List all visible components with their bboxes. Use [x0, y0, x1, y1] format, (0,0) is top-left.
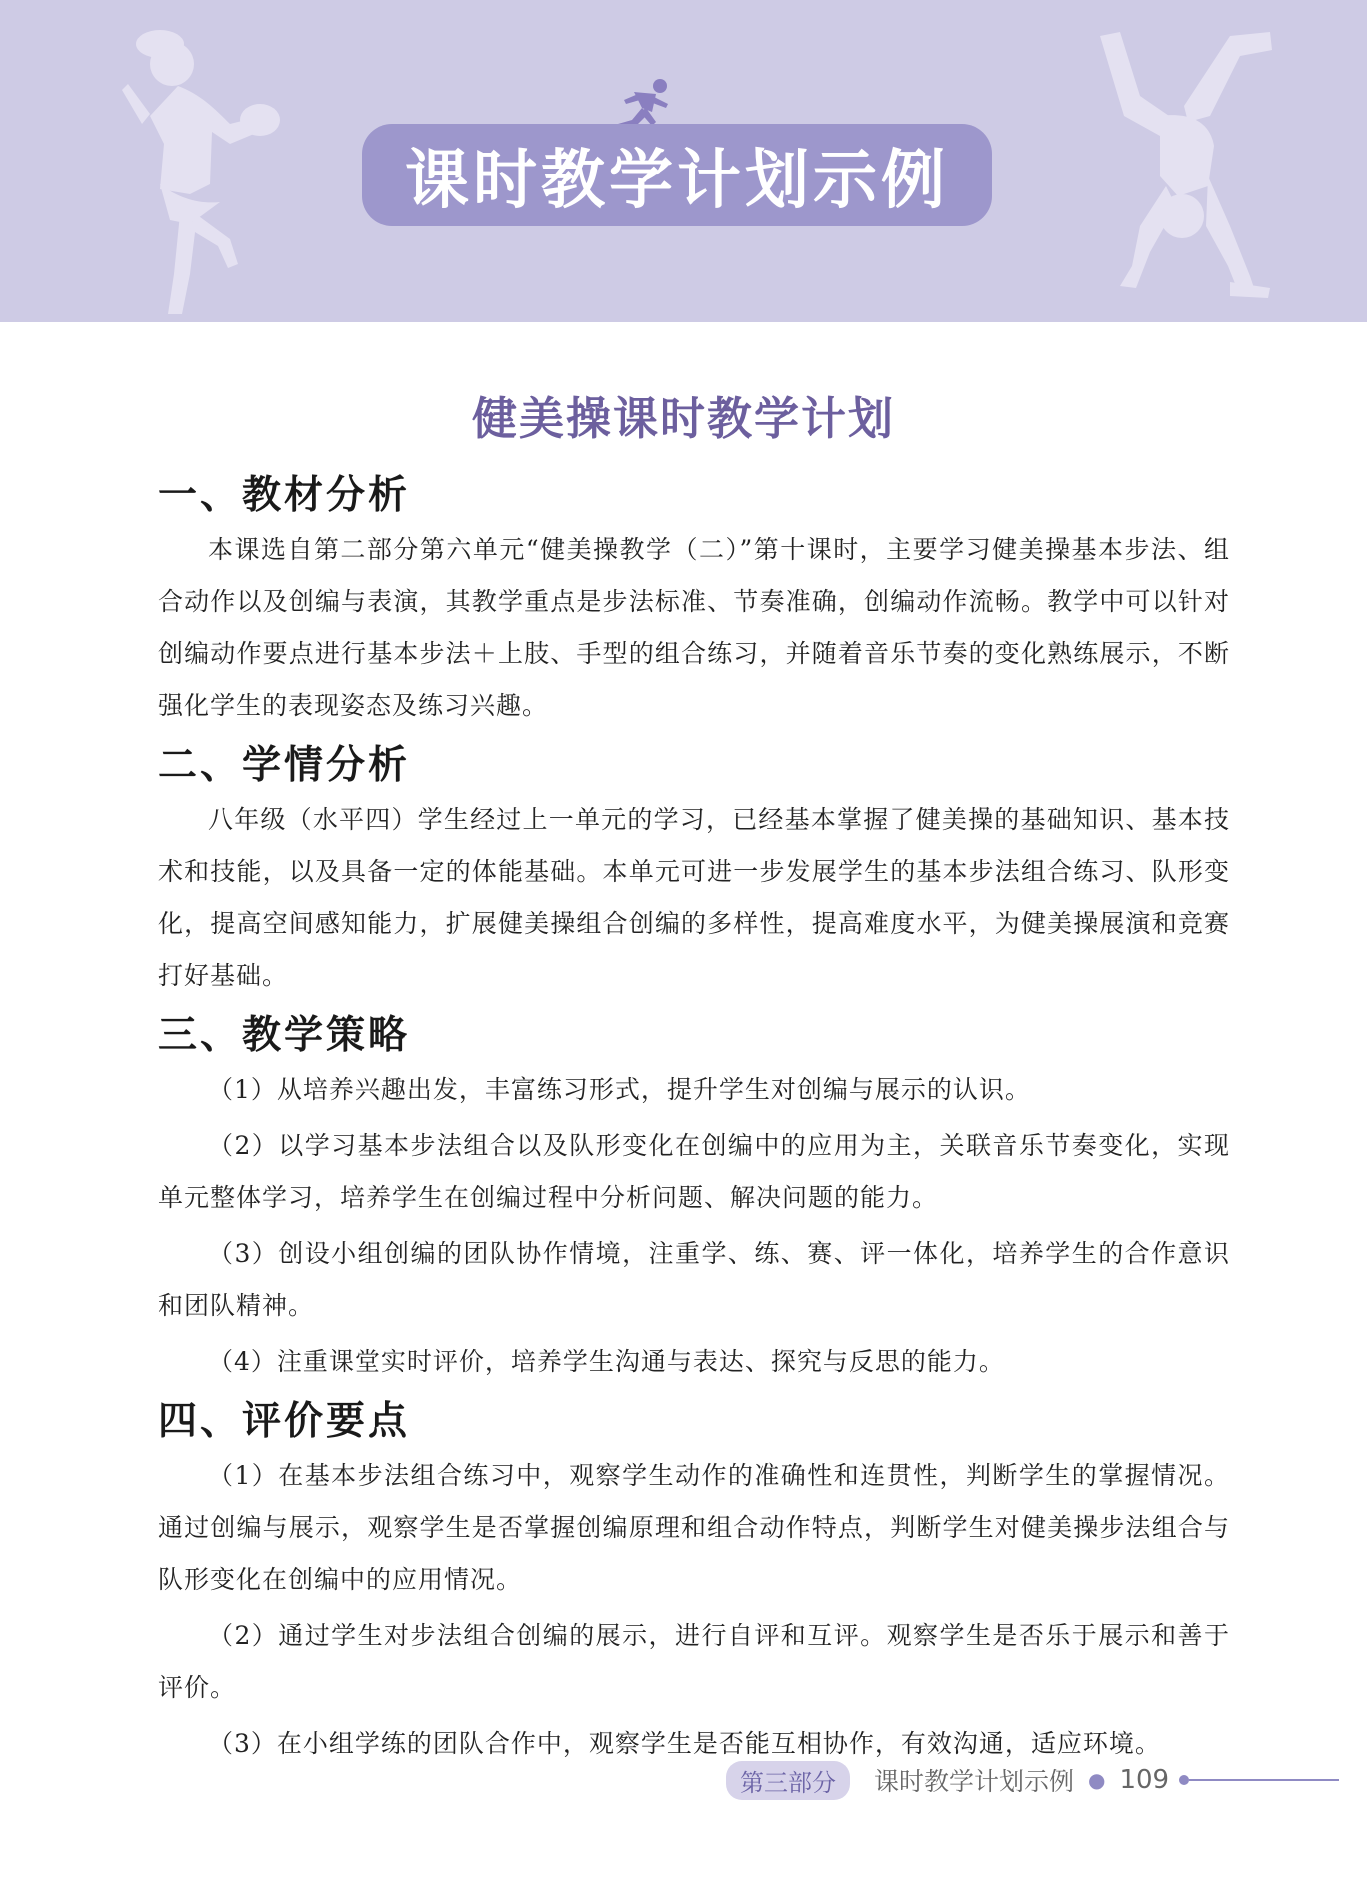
footer-rule: [1179, 1775, 1339, 1785]
page-footer: [726, 1762, 1339, 1798]
footer-rule-knob-icon: [1179, 1775, 1189, 1785]
section-heading: 三、教学策略: [158, 1012, 411, 1058]
paragraph: （3）在小组学练的团队合作中，观察学生是否能互相协作，有效沟通，适应环境。: [208, 1729, 1161, 1758]
cheerleader-silhouette-icon: [120, 24, 280, 314]
document-body: [158, 466, 1230, 1774]
section-evaluation-points: [158, 1392, 1230, 1770]
paragraph: 八年级（水平四）学生经过上一单元的学习，已经基本掌握了健美操的基础知识、基本技术和技能，以及具备一定的体能基础。本单元可进一步发展学生的基本步法组合练习、队形变化，提高空间感知能力，扩展健美操组合创编的多样性，提高难度水平，为健美操展演和竞赛打好基础。: [158, 805, 1230, 990]
footer-part-badge: 第三部分: [726, 1761, 850, 1800]
footer-section-title: 课时教学计划示例: [874, 1767, 1075, 1796]
section-textbook-analysis: [158, 466, 1230, 732]
banner-title: 课时教学计划示例: [405, 144, 949, 218]
section-student-analysis: [158, 736, 1230, 1002]
section-heading: 二、学情分析: [158, 742, 411, 788]
paragraph: 本课选自第二部分第六单元“健美操教学（二）”第十课时，主要学习健美操基本步法、组合动作以及创编与表演，其教学重点是步法标准、节奏准确，创编动作流畅。教学中可以针对创编动作要点进行基本步法＋上肢、手型的组合练习，并随着音乐节奏的变化熟练展示，不断强化学生的表现姿态及练习兴趣。: [158, 535, 1230, 720]
paragraph: （3）创设小组创编的团队协作情境，注重学、练、赛、评一体化，培养学生的合作意识和团队精神。: [158, 1239, 1230, 1320]
paragraph: （2）以学习基本步法组合以及队形变化在创编中的应用为主，关联音乐节奏变化，实现单元整体学习，培养学生在创编过程中分析问题、解决问题的能力。: [158, 1131, 1230, 1212]
paragraph: （4）注重课堂实时评价，培养学生沟通与表达、探究与反思的能力。: [208, 1347, 1005, 1376]
paragraph: （1）在基本步法组合练习中，观察学生动作的准确性和连贯性，判断学生的掌握情况。通过创编与展示，观察学生是否掌握创编原理和组合动作特点，判断学生对健美操步法组合与队形变化在创编中的应用情况。: [158, 1461, 1230, 1594]
footer-dot-icon: ●: [1088, 1768, 1106, 1792]
paragraph: （1）从培养兴趣出发，丰富练习形式，提升学生对创编与展示的认识。: [208, 1075, 1031, 1104]
section-heading: 一、教材分析: [158, 472, 411, 518]
footer-rule-line: [1189, 1779, 1339, 1781]
page-number: 109: [1119, 1765, 1170, 1795]
document-title: 健美操课时教学计划: [471, 392, 895, 445]
banner-title-box: [362, 124, 992, 226]
section-heading: 四、评价要点: [158, 1398, 411, 1444]
breakdancer-silhouette-icon: [1080, 26, 1280, 306]
header-banner: [0, 0, 1367, 322]
section-teaching-strategy: [158, 1006, 1230, 1388]
paragraph: （2）通过学生对步法组合创编的展示，进行自评和互评。观察学生是否乐于展示和善于评价。: [158, 1621, 1230, 1702]
